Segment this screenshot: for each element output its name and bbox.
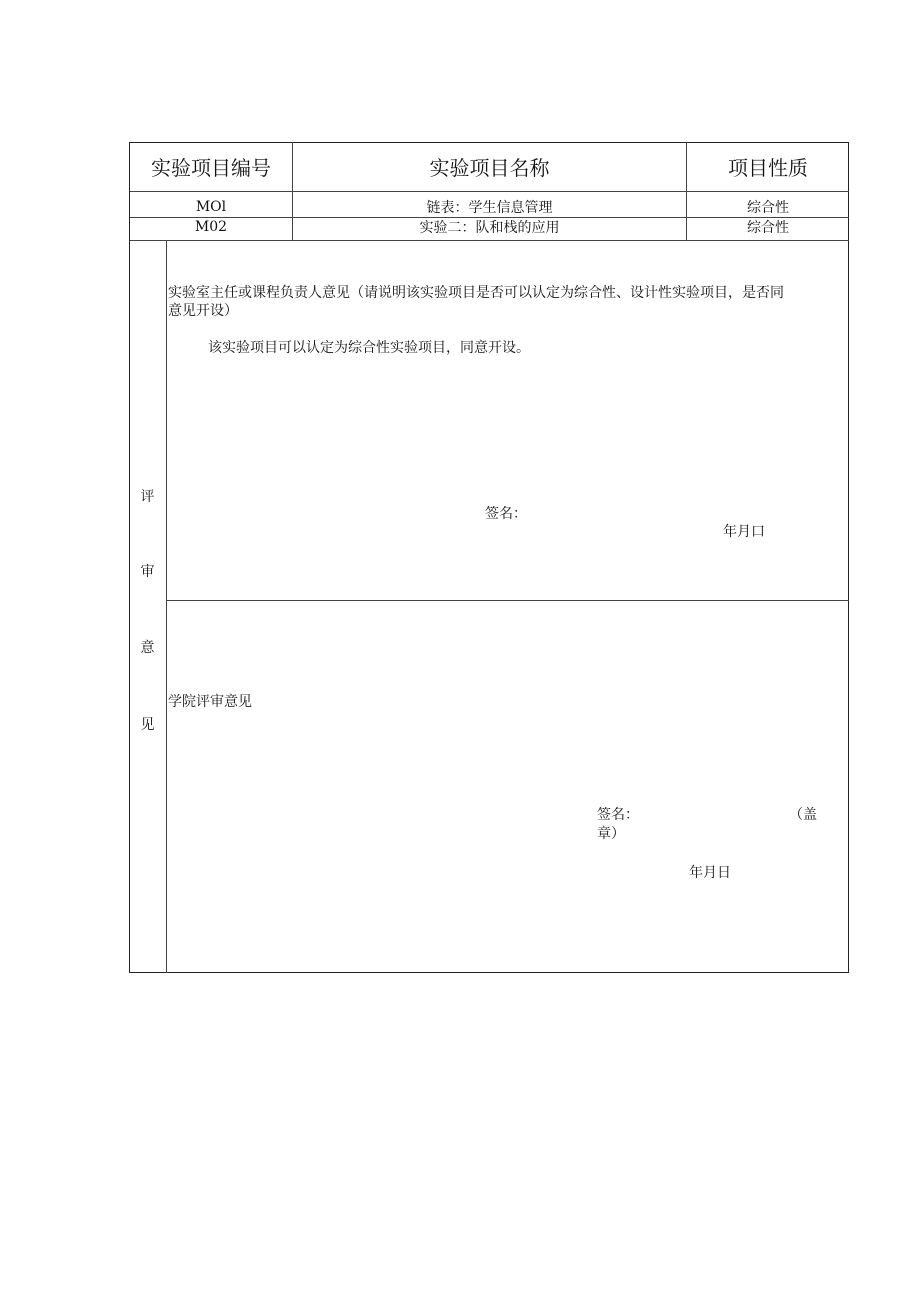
- project-2-code: M02: [194, 219, 228, 235]
- side-label-char-2: 审: [140, 564, 155, 580]
- header-name: 实验项目名称: [429, 156, 550, 180]
- college-opinion-label: 学院评审意见: [168, 694, 252, 710]
- college-signature-label: 签名：: [597, 807, 639, 823]
- lab-signature-label: 签名：: [485, 506, 527, 522]
- college-date-label: 年月日: [689, 865, 731, 881]
- project-1-code: MOl: [195, 199, 227, 215]
- side-column-divider: [166, 240, 167, 973]
- side-label-char-4: 见: [140, 717, 155, 733]
- side-label-char-3: 意: [140, 640, 155, 656]
- lab-opinion-prompt: 实验室主任或课程负责人意见（请说明该实验项目是否可以认定为综合性、设计性实验项目，是否同: [168, 285, 784, 301]
- side-label-char-1: 评: [140, 489, 155, 505]
- project-2-name: 实验二：队和栈的应用: [419, 220, 560, 236]
- college-seal-open: （盖: [789, 807, 817, 823]
- opinion-divider: [166, 600, 849, 601]
- table-divider: [130, 240, 849, 241]
- project-1-name: 链表：学生信息管理: [426, 200, 553, 216]
- header-nature: 项目性质: [728, 156, 808, 180]
- lab-date-label: 年月口: [723, 524, 765, 540]
- header-code: 实验项目编号: [151, 156, 271, 180]
- review-form-table: [129, 142, 849, 973]
- header-divider: [130, 191, 849, 192]
- project-1-nature: 综合性: [747, 200, 789, 216]
- lab-opinion-content: 该实验项目可以认定为综合性实验项目，同意开设。: [208, 340, 530, 356]
- college-seal-close: 章）: [597, 826, 625, 842]
- project-2-nature: 综合性: [747, 220, 789, 236]
- lab-opinion-prompt-cont: 意见开设）: [168, 303, 238, 319]
